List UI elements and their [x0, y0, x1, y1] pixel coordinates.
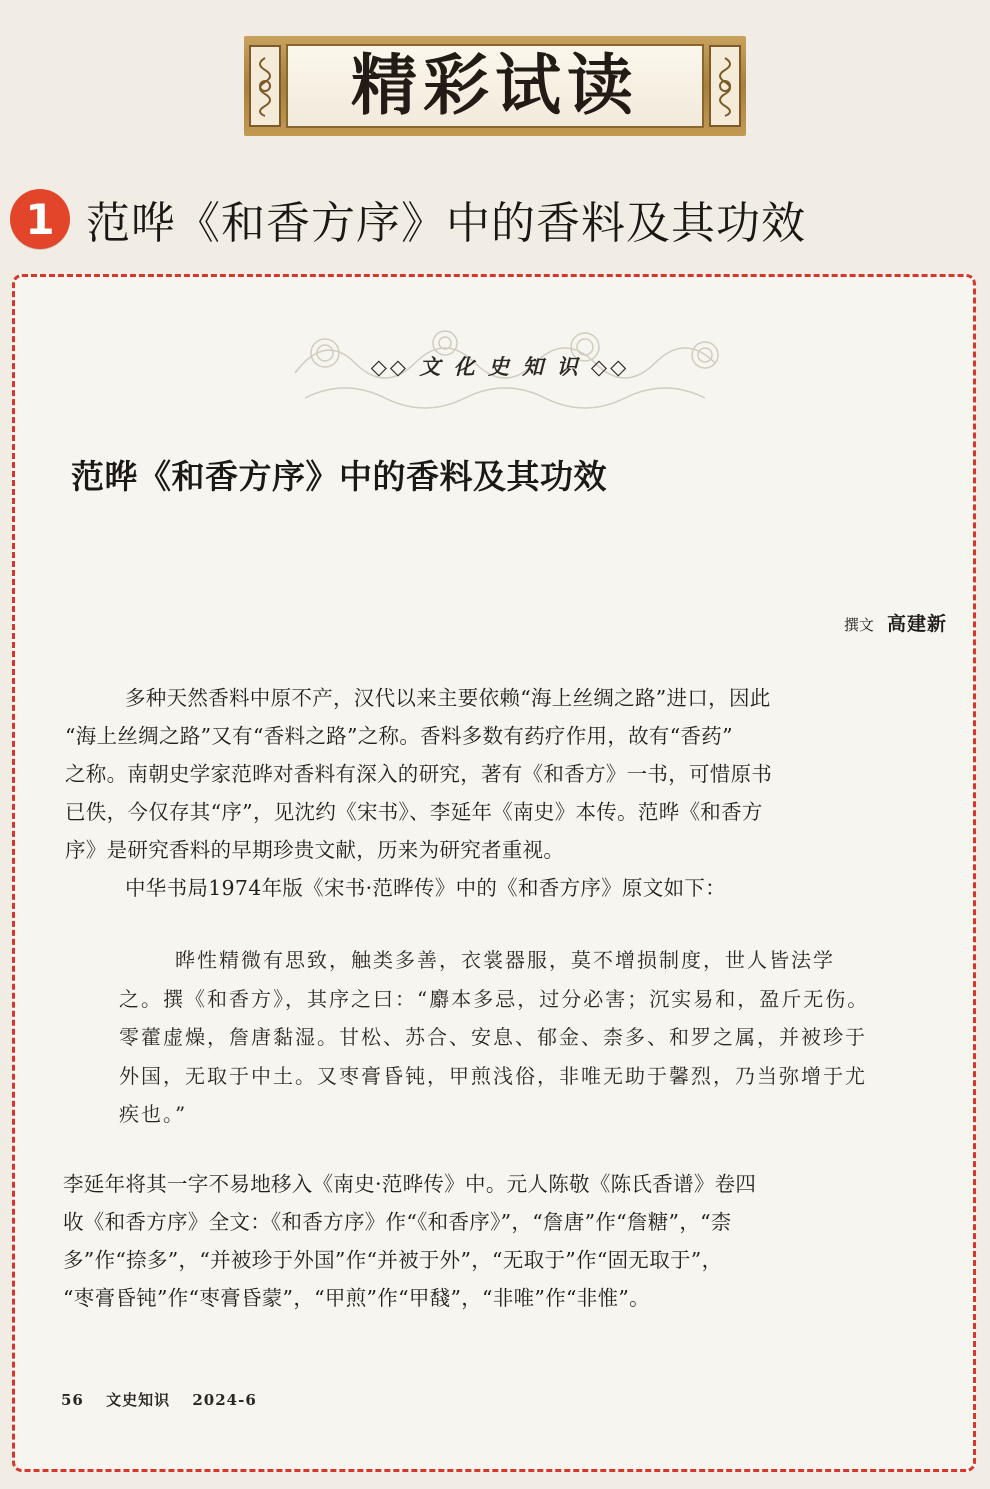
page-number: 56	[61, 1391, 84, 1409]
banner-title: 精彩试读	[351, 47, 639, 124]
byline	[844, 609, 947, 636]
article-title: 范晔《和香方序》中的香料及其功效	[71, 457, 607, 496]
text-line: 序》是研究香料的早期珍贵文献，历来为研究者重视。	[65, 838, 565, 862]
quote-line: 外国，无取于中土。又枣膏昏钝，甲煎浅俗，非唯无助于馨烈，乃当弥增于尤	[119, 1063, 867, 1088]
section-number-badge: 1	[10, 189, 70, 249]
issue-number: 2024-6	[192, 1391, 257, 1409]
cloud-ornament-icon	[708, 44, 742, 128]
section-title: 范哗《和香方序》中的香料及其功效	[86, 198, 806, 249]
journal-name: 文史知识	[106, 1391, 171, 1409]
text-line: 已佚，今仅存其“序”，见沈约《宋书》、李延年《南史》本传。范晔《和香方	[65, 800, 763, 824]
paragraph-3	[63, 1165, 947, 1317]
article-page	[12, 274, 976, 1472]
quote-line: 零藿虚燥，詹唐黏湿。甘松、苏合、安息、郁金、柰多、和罗之属，并被珍于	[119, 1025, 867, 1049]
text-line: 多种天然香料中原不产，汉代以来主要依赖“海上丝绸之路”进口，因此	[125, 686, 771, 710]
author-name: 高建新	[886, 613, 947, 635]
text-line: “枣膏昏钝”作“枣膏昏蒙”，“甲煎”作“甲馢”，“非唯”作“非惟”。	[63, 1286, 650, 1310]
byline-label: 撰文	[843, 616, 874, 634]
quoted-passage	[119, 941, 953, 1134]
text-line: “海上丝绸之路”又有“香料之路”之称。香料多数有药疗作用，故有“香药”	[65, 724, 733, 748]
text-line: 李延年将其一字不易地移入《南史·范晔传》中。元人陈敬《陈氏香谱》卷四	[63, 1172, 757, 1196]
text-line: 收《和香方序》全文：《和香方序》作“《和香序》”，“詹唐”作“詹糖”，“柰	[63, 1210, 732, 1234]
banner-plate	[286, 44, 704, 128]
section-heading	[10, 186, 806, 252]
paragraph-1	[65, 679, 949, 869]
text-line: 中华书局1974年版《宋书·范晔传》中的《和香方序》原文如下：	[125, 876, 726, 900]
text-line: 之称。南朝史学家范晔对香料有深入的研究，著有《和香方》一书，可惜原书	[65, 762, 773, 786]
quote-line: 晔性精微有思致，触类多善，衣裳器服，莫不增损制度，世人皆法学	[175, 948, 835, 972]
column-label: ◇◇ 文 化 史 知 识 ◇◇	[370, 354, 630, 379]
paragraph-2	[65, 869, 949, 907]
quote-line: 之。撰《和香方》，其序之曰：“麝本多忌，过分必害；沉实易和，盈斤无伤。	[119, 986, 870, 1011]
quote-line: 疾也。”	[119, 1102, 188, 1126]
cloud-ornament-icon	[248, 44, 282, 128]
header-banner	[244, 36, 746, 136]
text-line: 多”作“捺多”，“并被珍于外国”作“并被于外”，“无取于”作“固无取于”，	[63, 1248, 723, 1272]
page-footer	[61, 1389, 273, 1410]
